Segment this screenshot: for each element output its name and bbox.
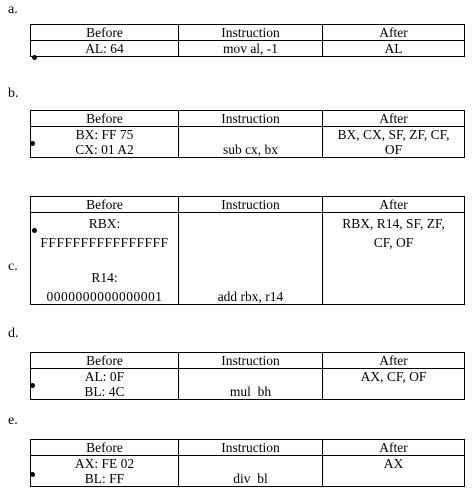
- after-line: RBX, R14, SF, ZF,: [342, 216, 445, 231]
- after-header: After: [323, 25, 465, 41]
- instruction-table-a: [30, 24, 465, 57]
- before-cell: [31, 213, 179, 305]
- before-cell: [31, 127, 179, 158]
- before-line: BL: FF: [84, 471, 125, 486]
- after-line: OF: [384, 142, 403, 157]
- bullet-marker: [30, 472, 35, 477]
- after-cell: [323, 213, 465, 305]
- table-header-row: [31, 25, 465, 41]
- before-header: Before: [31, 440, 179, 456]
- after-header: After: [323, 440, 465, 456]
- after-line: CF, OF: [373, 235, 414, 250]
- table-row: [31, 127, 465, 158]
- instruction-header: Instruction: [179, 353, 323, 369]
- before-cell: [31, 369, 179, 400]
- before-line: 0000000000000001: [46, 289, 163, 304]
- before-line: RBX:: [88, 216, 121, 231]
- instruction-table-e: [30, 439, 465, 487]
- before-line: AL: 64: [85, 41, 124, 56]
- table-row: [31, 41, 465, 57]
- instruction-cell: mul bh: [179, 369, 323, 400]
- part-label-b: b.: [8, 86, 19, 101]
- table-header-row: [31, 440, 465, 456]
- instruction-cell: mov al, -1: [179, 41, 323, 57]
- instruction-header: Instruction: [179, 440, 323, 456]
- before-header: Before: [31, 353, 179, 369]
- table-row: [31, 456, 465, 487]
- after-header: After: [323, 197, 465, 213]
- after-cell: [323, 41, 465, 57]
- after-cell: [323, 456, 465, 487]
- instruction-cell: div bl: [179, 456, 323, 487]
- after-cell: [323, 369, 465, 400]
- after-line: AL: [384, 41, 403, 56]
- bullet-marker: [30, 383, 35, 388]
- table-row: [31, 213, 465, 305]
- before-header: Before: [31, 25, 179, 41]
- before-line: AX: FE 02: [74, 456, 135, 471]
- after-line: AX: [383, 456, 404, 471]
- before-line: BX: FF 75: [75, 127, 134, 142]
- before-line: BL: 4C: [84, 384, 125, 399]
- after-line: BX, CX, SF, ZF, CF,: [337, 127, 450, 142]
- part-label-d: d.: [8, 326, 19, 341]
- table-header-row: [31, 197, 465, 213]
- bullet-marker: [32, 55, 37, 60]
- part-label-c: c.: [8, 259, 18, 274]
- before-line: AL: 0F: [84, 369, 125, 384]
- before-line: CX: 01 A2: [75, 142, 134, 157]
- table-header-row: [31, 353, 465, 369]
- part-label-a: a.: [8, 2, 18, 17]
- instruction-cell: add rbx, r14: [179, 213, 323, 305]
- before-line: FFFFFFFFFFFFFFFF: [40, 235, 169, 250]
- before-cell: [31, 41, 179, 57]
- after-line: AX, CF, OF: [360, 369, 427, 384]
- before-line: R14:: [91, 270, 118, 285]
- bullet-marker: [30, 141, 35, 146]
- after-header: After: [323, 353, 465, 369]
- instruction-header: Instruction: [179, 25, 323, 41]
- instruction-table-c: [30, 196, 465, 305]
- before-header: Before: [31, 111, 179, 127]
- after-cell: [323, 127, 465, 158]
- table-header-row: [31, 111, 465, 127]
- part-label-e: e.: [8, 413, 18, 428]
- before-cell: [31, 456, 179, 487]
- instruction-header: Instruction: [179, 197, 323, 213]
- after-header: After: [323, 111, 465, 127]
- instruction-cell: sub cx, bx: [179, 127, 323, 158]
- table-row: [31, 369, 465, 400]
- instruction-table-b: [30, 110, 465, 158]
- before-header: Before: [31, 197, 179, 213]
- instruction-table-d: [30, 352, 465, 400]
- instruction-header: Instruction: [179, 111, 323, 127]
- bullet-marker: [32, 228, 37, 233]
